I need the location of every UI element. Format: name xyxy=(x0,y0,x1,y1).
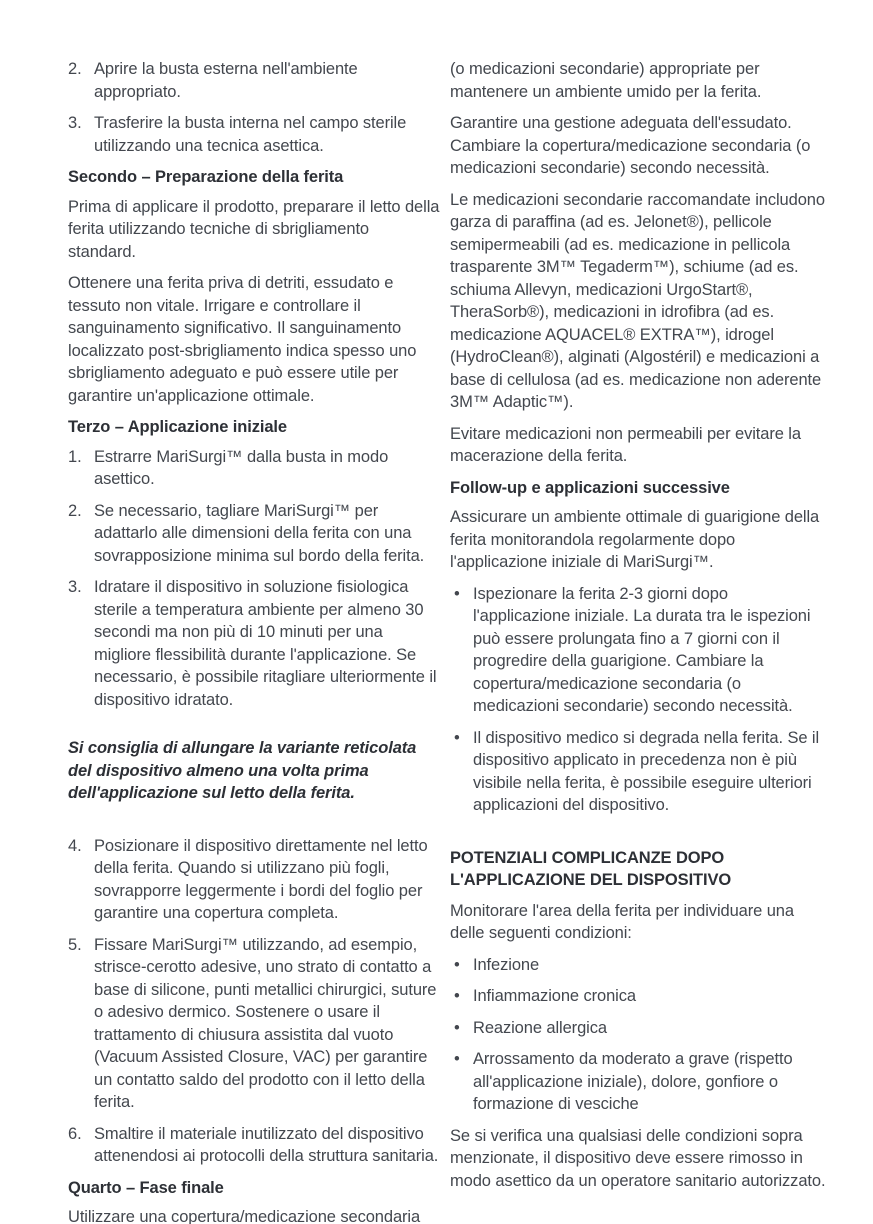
paragraph: Prima di applicare il prodotto, preparare il letto della ferita utilizzando tecniche di sbrigliamento standard. xyxy=(68,197,440,261)
note-text: Si consiglia di allungare la variante reticolata del dispositivo almeno una volta prima dell'applicazione sul letto della ferita. xyxy=(68,739,417,802)
numbered-item xyxy=(68,934,440,1114)
caps-section-heading: POTENZIALI COMPLICANZE DOPO L'APPLICAZIONE DEL DISPOSITIVO xyxy=(450,848,732,889)
paragraph: Assicurare un ambiente ottimale di guarigione della ferita monitorandola regolarmente dopo l'applicazione iniziale di MariSurgi™. xyxy=(450,508,820,571)
item-number: 5. xyxy=(68,935,82,954)
bullet-marker: • xyxy=(454,987,460,1005)
paragraph: Evitare medicazioni non permeabili per evitare la macerazione della ferita. xyxy=(450,424,801,465)
bullet-marker: • xyxy=(454,1018,460,1037)
bullet-text: Il dispositivo medico si degrada nella ferita. Se il dispositivo applicato in precedenza non è più visibile nella ferita, è possibile eseguire ulteriori applicazioni del dispositivo. xyxy=(473,728,820,814)
bullet-item xyxy=(450,1017,827,1040)
paragraph: Se si verifica una qualsiasi delle condizioni sopra menzionate, il dispositivo deve essere rimosso in modo asettico da un operatore sanitario autorizzato. xyxy=(450,1126,826,1190)
bullet-text: Reazione allergica xyxy=(473,1018,607,1037)
bullet-text: Arrossamento da moderato a grave (rispetto all'applicazione iniziale), dolore, gonfiore o formazione di vesciche xyxy=(473,1050,793,1113)
item-text: Aprire la busta esterna nell'ambiente appropriato. xyxy=(94,60,358,101)
item-text: Idratare il dispositivo in soluzione fisiologica sterile a temperatura ambiente per almeno 30 secondi ma non più di 10 minuti per una migliore flessibilità durante l'applicazione. Se necessario, è possibile ritagliare ulteriormente il dispositivo idratato. xyxy=(94,578,437,709)
item-text: Fissare MariSurgi™ utilizzando, ad esempio, strisce-cerotto adesive, uno strato di contatto a base di silicone, punti metallici chirurgici, suture o adesivo dermico. Sostenere o usare il trattamento di chiusura assistita dal vuoto (Vacuum Assisted Closure, VAC) per garantire un contatto saldo del prodotto con il letto della ferita. xyxy=(94,935,437,1111)
item-text: Trasferire la busta interna nel campo sterile utilizzando una tecnica asettica. xyxy=(94,114,407,155)
bullet-marker: • xyxy=(454,728,460,747)
numbered-item xyxy=(68,112,440,157)
section-heading: Follow-up e applicazioni successive xyxy=(450,478,730,497)
section-heading: Secondo – Preparazione della ferita xyxy=(68,168,344,186)
right-column xyxy=(450,58,827,1204)
numbered-item xyxy=(68,58,440,103)
item-text: Posizionare il dispositivo direttamente nel letto della ferita. Quando si utilizzano più fogli, sovrapporre leggermente i bordi del foglio per garantire una copertura completa. xyxy=(94,836,428,922)
left-column xyxy=(68,58,440,1224)
item-text: Estrarre MariSurgi™ dalla busta in modo asettico. xyxy=(94,447,389,488)
paragraph: Monitorare l'area della ferita per individuare una delle seguenti condizioni: xyxy=(450,901,794,942)
bullet-text: Infiammazione cronica xyxy=(473,987,636,1005)
item-number: 1. xyxy=(68,447,82,466)
section-heading: Quarto – Fase finale xyxy=(68,1178,224,1197)
paragraph: Le medicazioni secondarie raccomandate includono garza di paraffina (ad es. Jelonet®), pellicole semipermeabili (ad es. medicazione in pellicola trasparente 3M™ Tegaderm™), schiume (ad es. schiuma Allevyn, medicazioni UrgoStart®, TheraSorb®), medicazioni in idrofibra (ad es. medicazione AQUACEL® EXTRA™), idrogel (HydroClean®), alginati (Algostéril) e medicazioni a base di cellulosa (ad es. medicazione non aderente 3M™ Adaptic™). xyxy=(450,190,825,411)
item-number: 2. xyxy=(68,60,82,78)
item-number: 6. xyxy=(68,1124,82,1143)
bullet-text: Ispezionare la ferita 2-3 giorni dopo l'applicazione iniziale. La durata tra le ispezioni può essere prolungata fino a 7 giorni con il progredire della guarigione. Cambiare la copertura/medicazione secondaria (o medicazioni secondarie) secondo necessità. xyxy=(473,584,811,715)
paragraph: Utilizzare una copertura/medicazione secondaria xyxy=(68,1208,421,1224)
bullet-item xyxy=(450,583,827,718)
numbered-item xyxy=(68,1123,440,1168)
bullet-item xyxy=(450,985,827,1008)
item-number: 3. xyxy=(68,114,82,132)
item-number: 3. xyxy=(68,578,82,596)
numbered-item xyxy=(68,835,440,925)
item-number: 2. xyxy=(68,501,82,520)
item-text: Smaltire il materiale inutilizzato del dispositivo attenendosi ai protocolli della struttura sanitaria. xyxy=(94,1124,439,1165)
bullet-marker: • xyxy=(454,955,460,974)
section-heading: Terzo – Applicazione iniziale xyxy=(68,418,287,436)
bullet-item xyxy=(450,954,827,977)
bullet-item xyxy=(450,727,827,817)
numbered-item xyxy=(68,446,440,491)
paragraph: Garantire una gestione adeguata dell'essudato. Cambiare la copertura/medicazione secondaria (o medicazioni secondarie) secondo necessità. xyxy=(450,114,811,177)
bullet-item xyxy=(450,1048,827,1116)
bullet-marker: • xyxy=(454,584,460,603)
numbered-item xyxy=(68,500,440,568)
bullet-text: Infezione xyxy=(473,955,540,974)
item-text: Se necessario, tagliare MariSurgi™ per adattarlo alle dimensioni della ferita con una sovrapposizione minima sul bordo della ferita. xyxy=(94,501,425,565)
paragraph: (o medicazioni secondarie) appropriate per mantenere un ambiente umido per la ferita. xyxy=(450,60,762,101)
numbered-item xyxy=(68,576,440,711)
paragraph: Ottenere una ferita priva di detriti, essudato e tessuto non vitale. Irrigare e controllare il sanguinamento significativo. Il sanguinamento localizzato post-sbrigliamento indica spesso uno sbrigliamento adeguato e può essere utile per garantire un'applicazione ottimale. xyxy=(68,274,417,405)
bullet-marker: • xyxy=(454,1050,460,1068)
item-number: 4. xyxy=(68,836,82,855)
